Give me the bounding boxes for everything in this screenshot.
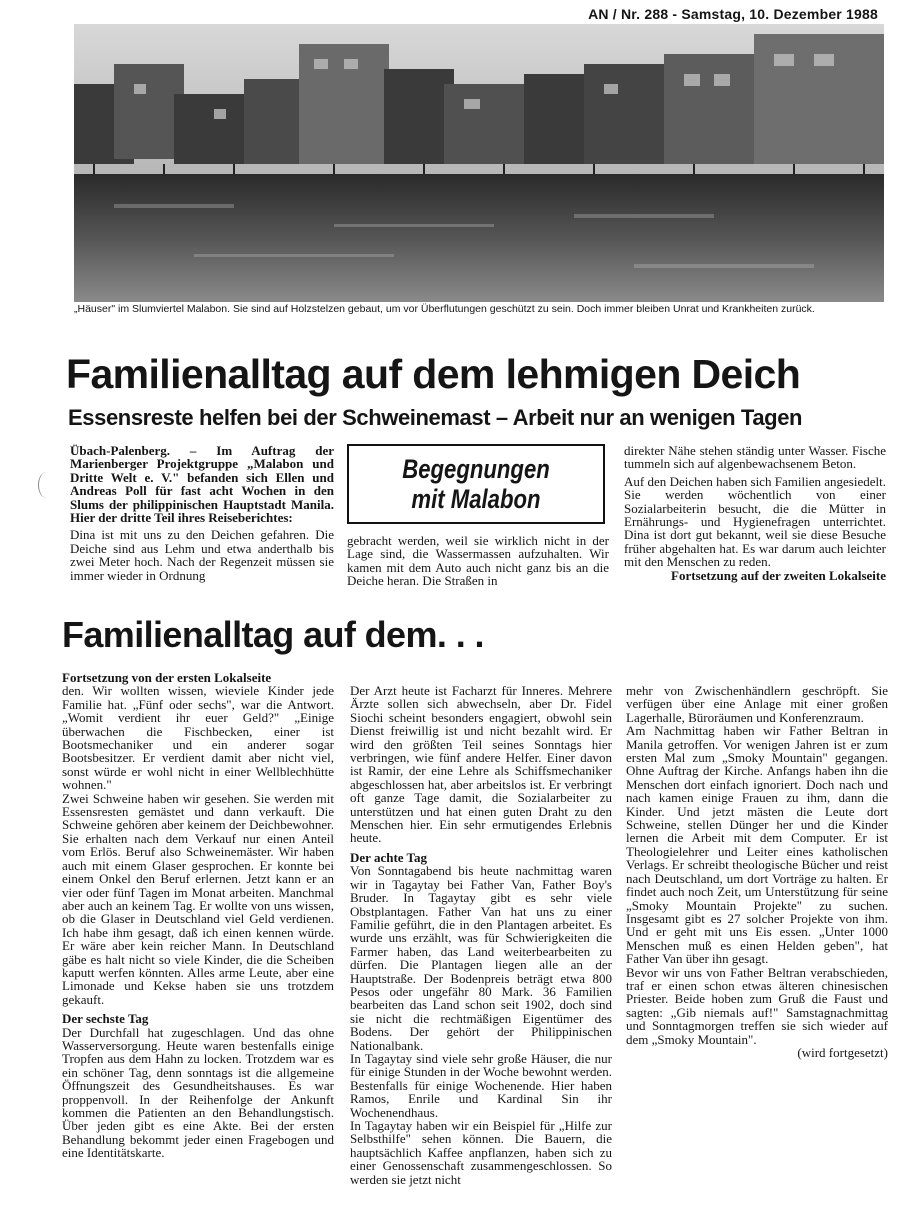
article-col3-p1: direkter Nähe stehen ständig unter Wasser. Fische tummeln sich auf algenbewachsenem Beton. [624,443,886,472]
continuation-col1-p2: Zwei Schweine haben wir gesehen. Sie werden mit Essensresten gemästet und dann verkauft. Die Schweine gehören aber keinem der Deichbewohner. Sie erhalten nach dem Verkauf nur einen Anteil vom Erlös. Beruf also Schweinemäster. Wir haben auch mit einem Glaser gesprochen. Er konnte bei einem Onkel den Beruf erlernen. Jetzt kann er an vier oder fünf Tagen im Monat arbeiten. Manchmal aber auch an keinem Tag. Er wollte von uns wissen, ob die Glaser in Deutschland viel Geld verdienen. Ich habe ihm gesagt, daß ich einen kennen würde. Er wäre aber kein reicher Mann. In Deutschland gäbe es halt nicht so viele Kinder, die die Scheiben kaputt werfen könnten. Alles arme Leute, aber eine Limonade und Kekse haben sie uns trotzdem gekauft. [62,790,334,1007]
continuation-col3-p3: Bevor wir uns von Father Beltran verabschieden, traf er einen schon etwas älteren chinesischen Priester. Beide hoben zum Gruß die Faust und sagten: „Gib niemals auf!" Samstagnachmittag und Sonntagmorgen treffen sie sich wieder auf dem „Smoky Mountain". [626,964,888,1047]
continuation-headline: Familienalltag auf dem. . . [62,614,484,655]
article-lead: Übach-Palenberg. – Im Auftrag der Marienberger Projektgruppe „Malabon und Dritte Welt e. V." befanden sich Ellen und Andreas Poll für fast acht Wochen in den Slums der philippinischen Hauptstadt Manila. Hier der dritte Teil ihres Reiseberichtes: [70,443,334,526]
article-col1-body: Dina ist mit uns zu den Deichen gefahren. Die Deiche sind aus Lehm und etwa anderthalb bis zwei Meter hoch. Nach der Regenzeit müssen sie immer wieder in Ordnung [70,527,334,583]
continued-note: Fortsetzung auf der zweiten Lokalseite [671,567,886,583]
subhead-sixth-day: Der sechste Tag [62,1011,149,1027]
article-subheadline: Essensreste helfen bei der Schweinemast – Arbeit nur an wenigen Tagen [68,405,803,430]
article-column-3 [624,444,886,582]
photo-caption: „Häuser" im Slumviertel Malabon. Sie sind auf Holzstelzen gebaut, um vor Überflutungen geschützt zu sein. Doch immer bleiben Unrat und Krankheiten zurück. [74,303,815,315]
continuation-col1-p3: Der Durchfall hat zugeschlagen. Und das ohne Wasserversorgung. Heute waren bestenfalls einige Tropfen aus dem Hahn zu locken. Trotzdem war es ein schöner Tag, denn sonntags ist die allgemeine Öffnungszeit des Gesundheitshauses. Es war proppenvoll. In der Reihenfolge der Ankunft kommen die Patienten an den Behandlungstisch. Über jeden gibt es eine Akte. Bei der ersten Behandlung bekommt jeder einen Fragebogen und eine Identitätskarte. [62,1024,334,1161]
series-box-line2: mit Malabon [411,484,541,514]
article-column-2 [347,534,609,588]
slum-photo [74,24,884,302]
article-column-1 [70,444,334,582]
continuation-column-1 [62,671,334,1160]
continuation-column-2 [350,684,612,1186]
article-col3-p2: Auf den Deichen haben sich Familien angesiedelt. Sie werden wöchentlich von einer Sozialarbeiterin besucht, die die Mütter in Ernährungs- und Hygienefragen unterrichtet. Dina ist dort gut bekannt, weil sie diese Besuche früher abgehalten hat. Es war darum auch leichter mit den Menschen zu reden. [624,473,886,570]
continuation-col3-p1: mehr von Zwischenhändlern geschröpft. Sie verfügen über eine Anlage mit einer großen Lagerhalle, Büroräumen und Konferenzraum. [626,683,888,725]
continuation-col2-p1: Der Arzt heute ist Facharzt für Inneres. Mehrere Ärzte sollen sich abwechseln, aber Dr. Fidel Siochi scheint besonders engagiert, obwohl sein Dienst freiwillig ist und nicht bezahlt wird. Er wird den größten Teil seines Sonntags hier verbringen, wie fünf andere Helfer. Einer davon ist Ramir, der eine Lehre als Schiffsmechaniker abgeschlossen hat, aber arbeitslos ist. Er verbringt oft ganze Tage damit, die Sozialarbeiter zu unterstützen und hat einen guten Draht zu den Menschen hier. Ein sehr ermutigendes Erlebnis heute. [350,683,612,846]
article-col2-body: gebracht werden, weil sie wirklich nicht in der Lage sind, die Wassermassen aufzuhalten. Wir kamen mit dem Auto auch nicht ganz bis an die Deiche heran. Die Straßen in [347,533,609,589]
scan-mark [38,472,55,498]
continuation-col2-p2: Von Sonntagabend bis heute nachmittag waren wir in Tagaytay bei Father Van, Father Boy's Bruder. In Tagaytay gibt es sehr viele Obstplantagen. Father Van hat uns zu einer Familie geführt, die in den Plantagen arbeitet. Es wurde uns erzählt, was für Schwierigkeiten die Farmer haben, das Land weiterbearbeiten zu dürfen. Die Plantagen liegen alle an der Hauptstraße. Der Bodenpreis beträgt etwa 800 Pesos oder ungefähr 80 Mark. 36 Familien bearbeiten das Land schon seit 1902, doch sind sie nicht die rechtmäßigen Eigentümer des Bodens. Der gehört der Philippinischen Nationalbank. [350,863,612,1053]
continuation-col3-p2: Am Nachmittag haben wir Father Beltran in Manila getroffen. Vor wenigen Jahren ist er zum ersten Mal zum „Smoky Mountain" gegangen. Ohne Auftrag der Kirche. Anfangs haben ihn die Menschen dort einfach ignoriert. Doch nach und nach kamen einige Frauen zu ihm, dann die Kinder. Und jetzt mästen die Leute dort Schweine, stellen Dünger her und die Kinder lernen die Arbeit mit dem Computer. Er ist Theologielehrer und Leiter eines katholischen Verlags. Er schreibt theologische Bücher und reist nach Deutschland, um dort Vorträge zu halten. Er findet auch noch Zeit, um Unterstützung für seine „Smoky Mountain Projekte" zu suchen. Insgesamt gibt es 27 solcher Projekte von ihm. Und er geht mit uns Eis essen. „Unter 1000 Menschen muß es einen Helden geben", hat Father Van über ihn gesagt. [626,723,888,967]
continuation-col2-p3: In Tagaytay sind viele sehr große Häuser, die nur für einige Stunden in der Woche bewohnt werden. Bestenfalls für einige Wochenende. Hier haben Ramos, Enrile und Kardinal Sin ihr Wochenendhaus. [350,1050,612,1120]
masthead: AN / Nr. 288 - Samstag, 10. Dezember 1988 [588,6,878,22]
subhead-eighth-day: Der achte Tag [350,849,428,865]
continuation-column-3 [626,684,888,1059]
series-box-line1: Begegnungen [402,454,550,484]
continuation-from-note: Fortsetzung von der ersten Lokalseite [62,670,272,685]
continuation-col2-p4: In Tagaytay haben wir ein Beispiel für „Hilfe zur Selbsthilfe" sehen können. Die Bauern, die hauptsächlich Kaffee anpflanzen, haben sich zu einer Genossenschaft zusammengeschlossen. So werden sie jetzt nicht [350,1118,612,1187]
to-be-continued: (wird fortgesetzt) [797,1044,888,1060]
continuation-col1-p1: den. Wir wollten wissen, wieviele Kinder jede Familie hat. „Fünf oder sechs", war die Antwort. „Womit verdient ihr euer Geld?" „Einige überwachen die Fischbecken, einer ist Bootsmechaniker und ein anderer sogar Bootsbesitzer. Er verdient damit aber nicht viel, sonst würde er wohl nicht in einer Wellblechhütte wohnen." [62,683,334,793]
article-headline: Familienalltag auf dem lehmigen Deich [66,351,801,397]
series-box [347,444,605,524]
